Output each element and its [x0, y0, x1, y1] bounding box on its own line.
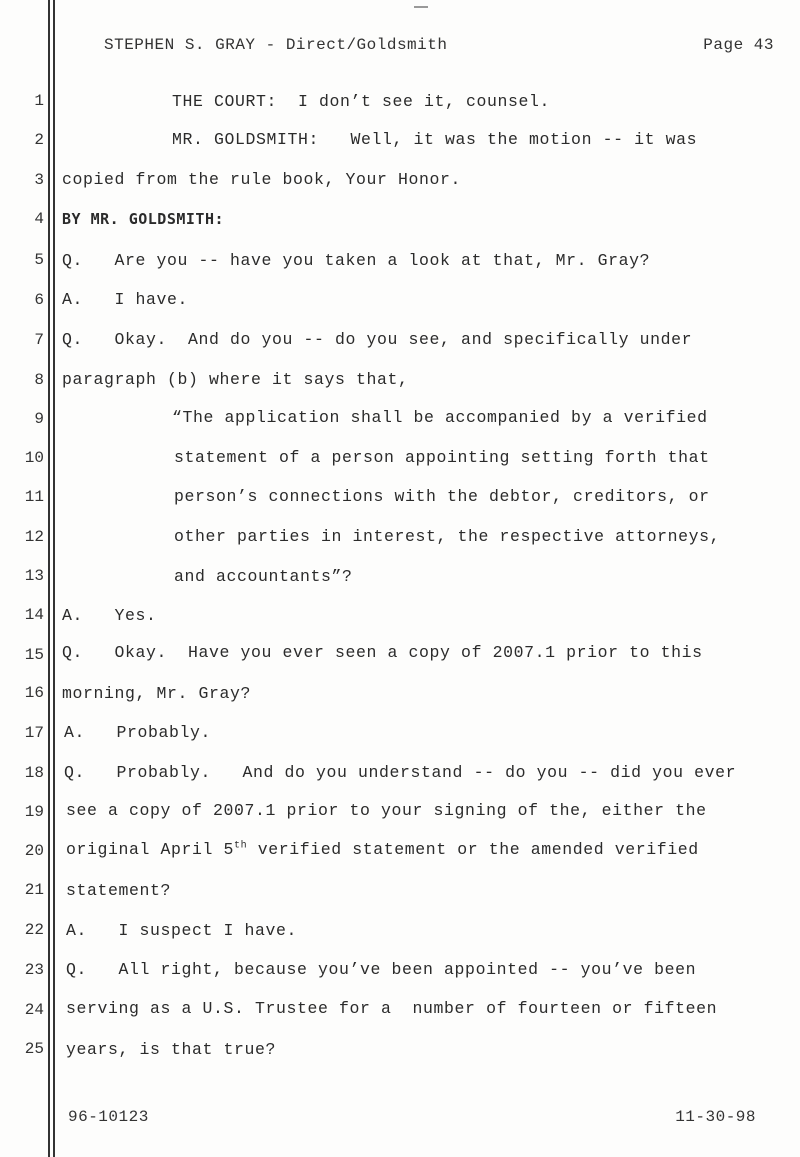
- scan-mark: [414, 6, 428, 8]
- transcript-line: Q. Okay. Have you ever seen a copy of 2007.1 prior to this: [62, 643, 703, 662]
- transcript-line: Q. Okay. And do you -- do you see, and specifically under: [62, 330, 693, 349]
- margin-rule: [48, 0, 50, 1157]
- line-segment: original April 5: [66, 840, 235, 859]
- line-number: 25: [24, 1040, 44, 1058]
- line-number: 4: [34, 210, 44, 228]
- transcript-line: A. I suspect I have.: [66, 921, 298, 940]
- line-number: 18: [24, 764, 44, 782]
- line-number: 6: [34, 291, 44, 309]
- transcript-line: serving as a U.S. Trustee for a number of fourteen or fifteen: [66, 999, 718, 1018]
- line-number: 14: [24, 606, 44, 624]
- transcript-line: statement?: [66, 881, 172, 900]
- transcript-line: paragraph (b) where it says that,: [62, 370, 409, 389]
- transcript-line: MR. GOLDSMITH: Well, it was the motion -- it was: [172, 130, 698, 149]
- line-number: 3: [34, 171, 44, 189]
- line-number: 21: [24, 881, 44, 899]
- line-number: 7: [34, 331, 44, 349]
- transcript-line: THE COURT: I don’t see it, counsel.: [172, 92, 551, 111]
- line-number: 11: [24, 488, 44, 506]
- case-number: 96-10123: [68, 1108, 149, 1126]
- line-number: 1: [34, 92, 44, 110]
- transcript-line: [66, 840, 699, 859]
- ordinal-suffix: th: [234, 840, 248, 852]
- line-number: 19: [24, 803, 44, 821]
- transcript-line: see a copy of 2007.1 prior to your signing of the, either the: [66, 801, 707, 820]
- page-header-title: STEPHEN S. GRAY - Direct/Goldsmith: [104, 36, 448, 54]
- quoted-line: other parties in interest, the respective attorneys,: [174, 527, 721, 546]
- transcript-line: morning, Mr. Gray?: [62, 684, 252, 703]
- quoted-line: person’s connections with the debtor, creditors, or: [174, 487, 710, 506]
- transcript-line: years, is that true?: [66, 1040, 277, 1059]
- margin-rule: [53, 0, 55, 1157]
- page-number: Page 43: [703, 36, 774, 54]
- line-number: 15: [24, 646, 44, 664]
- line-number: 12: [24, 528, 44, 546]
- transcript-line: A. Probably.: [64, 723, 212, 742]
- line-number: 17: [24, 724, 44, 742]
- line-segment: verified statement or the amended verified: [247, 840, 699, 859]
- line-number: 8: [34, 371, 44, 389]
- transcript-date: 11-30-98: [675, 1108, 756, 1126]
- transcript-line: A. Yes.: [62, 606, 157, 625]
- transcript-line: Q. Are you -- have you taken a look at that, Mr. Gray?: [62, 251, 651, 270]
- line-number: 9: [34, 410, 44, 428]
- transcript-line: copied from the rule book, Your Honor.: [62, 170, 462, 189]
- quoted-line: “The application shall be accompanied by a verified: [172, 408, 708, 427]
- line-number: 22: [24, 921, 44, 939]
- line-number: 5: [34, 251, 44, 269]
- line-number: 13: [24, 567, 44, 585]
- line-number: 24: [24, 1001, 44, 1019]
- line-number: 23: [24, 961, 44, 979]
- examiner-heading: BY MR. GOLDSMITH:: [62, 210, 225, 228]
- line-number: 16: [24, 684, 44, 702]
- transcript-line: Q. Probably. And do you understand -- do you -- did you ever: [64, 763, 737, 782]
- line-number: 10: [24, 449, 44, 467]
- quoted-line: and accountants”?: [174, 567, 353, 586]
- quoted-line: statement of a person appointing setting forth that: [174, 448, 710, 467]
- transcript-line: Q. All right, because you’ve been appointed -- you’ve been: [66, 960, 697, 979]
- transcript-line: A. I have.: [62, 290, 189, 309]
- line-number: 2: [34, 131, 44, 149]
- line-number: 20: [24, 842, 44, 860]
